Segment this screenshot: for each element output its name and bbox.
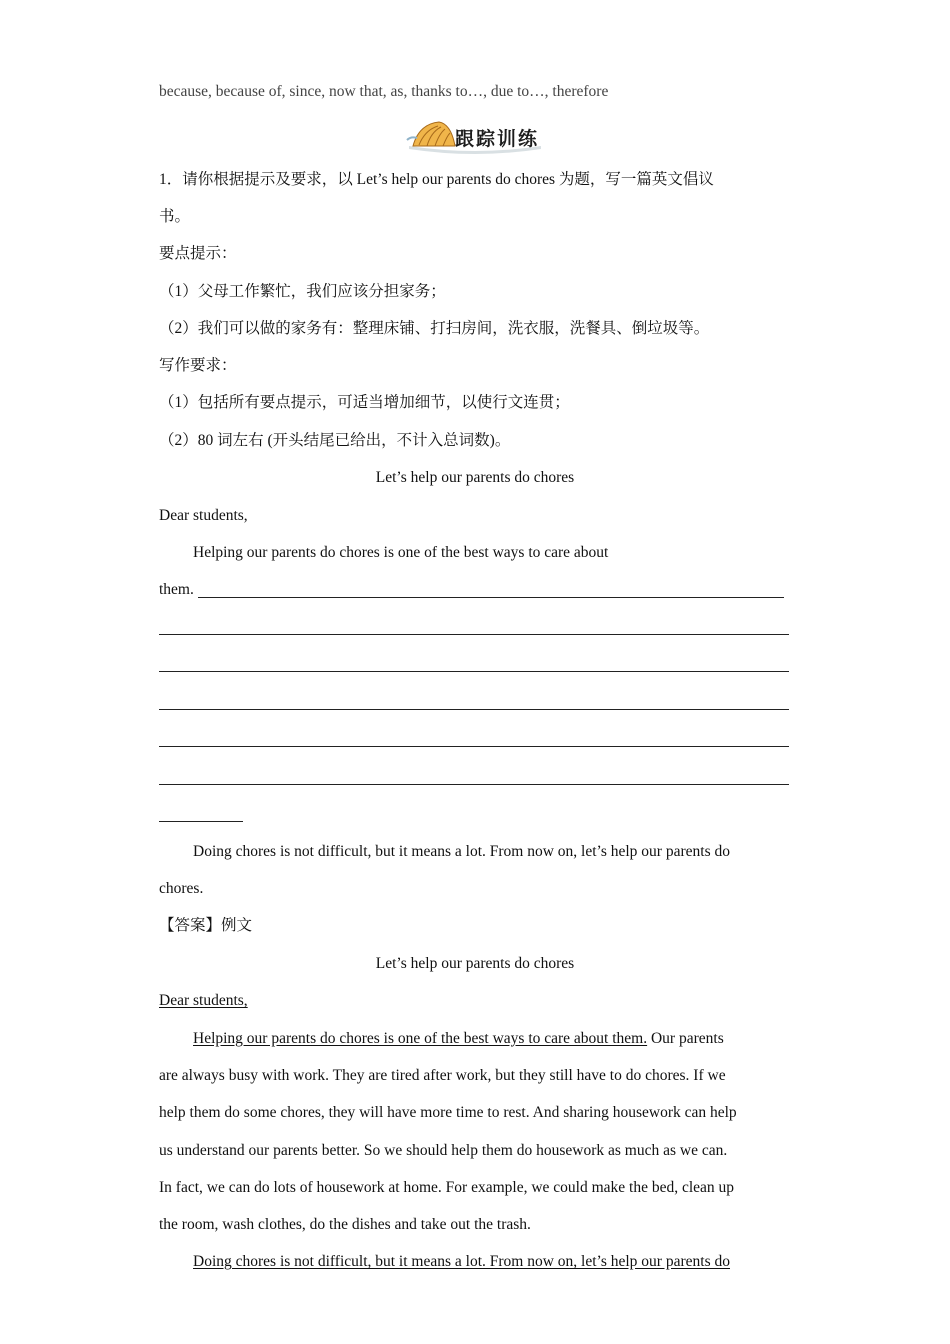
answer-label: 【答案】例文 bbox=[159, 917, 253, 934]
answer-line1-rest: Our parents bbox=[647, 1030, 724, 1047]
answer-blank-line[interactable] bbox=[198, 597, 784, 598]
answer-line-2: are always busy with work. They are tired after work, but they still have to do chores. If we bbox=[159, 1067, 726, 1084]
requirement-1: （1）包括所有要点提示，可适当增加细节，以使行文连贯； bbox=[159, 394, 570, 411]
answer-blank-line[interactable] bbox=[159, 634, 789, 635]
answer-blank-line[interactable] bbox=[159, 746, 789, 747]
prompt-greeting: Dear students, bbox=[159, 507, 248, 524]
answer-blank-line[interactable] bbox=[159, 821, 243, 822]
banner-title: 跟踪训练 bbox=[455, 128, 540, 150]
answer-blank-line[interactable] bbox=[159, 784, 789, 785]
answer-closing: Doing chores is not difficult, but it means a lot. From now on, let’s help our parents do bbox=[193, 1253, 730, 1270]
answer-title: Let’s help our parents do chores bbox=[375, 955, 575, 972]
answer-blank-line[interactable] bbox=[159, 709, 789, 710]
answer-greeting: Dear students, bbox=[159, 992, 248, 1009]
connectors-line: because, because of, since, now that, as, thanks to…, due to…, therefore bbox=[159, 83, 609, 100]
answer-line-4: us understand our parents better. So we should help them do housework as much as we can. bbox=[159, 1142, 728, 1159]
hint-2: （2）我们可以做的家务有：整理床铺、打扫房间，洗衣服，洗餐具、倒垃圾等。 bbox=[159, 320, 710, 337]
task-line-2: 书。 bbox=[159, 208, 191, 225]
prompt-closing-1: Doing chores is not difficult, but it means a lot. From now on, let’s help our parents do bbox=[193, 843, 730, 860]
answer-line-5: In fact, we can do lots of housework at home. For example, we could make the bed, clean up bbox=[159, 1179, 735, 1196]
hint-1: （1）父母工作繁忙，我们应该分担家务； bbox=[159, 283, 446, 300]
answer-line-3: help them do some chores, they will have more time to rest. And sharing housework can help bbox=[159, 1104, 737, 1121]
prompt-opening: Helping our parents do chores is one of the best ways to care about bbox=[193, 544, 609, 561]
hints-heading: 要点提示： bbox=[159, 245, 237, 262]
requirements-heading: 写作要求： bbox=[159, 357, 237, 374]
prompt-opening-end: them. bbox=[159, 581, 194, 598]
answer-paragraph-line bbox=[193, 1029, 793, 1049]
prompt-closing-2: chores. bbox=[159, 880, 204, 897]
answer-blank-line[interactable] bbox=[159, 671, 789, 672]
requirement-2: （2）80 词左右 (开头结尾已给出，不计入总词数)。 bbox=[159, 432, 511, 449]
answer-closing-line bbox=[193, 1252, 793, 1272]
section-banner bbox=[405, 116, 545, 156]
answer-first-sentence: Helping our parents do chores is one of the best ways to care about them. bbox=[193, 1030, 648, 1047]
answer-line-6: the room, wash clothes, do the dishes and take out the trash. bbox=[159, 1216, 531, 1233]
prompt-title: Let’s help our parents do chores bbox=[375, 469, 575, 486]
task-line-1: 1．请你根据提示及要求，以 Let’s help our parents do chores 为题，写一篇英文倡议 bbox=[159, 171, 714, 188]
